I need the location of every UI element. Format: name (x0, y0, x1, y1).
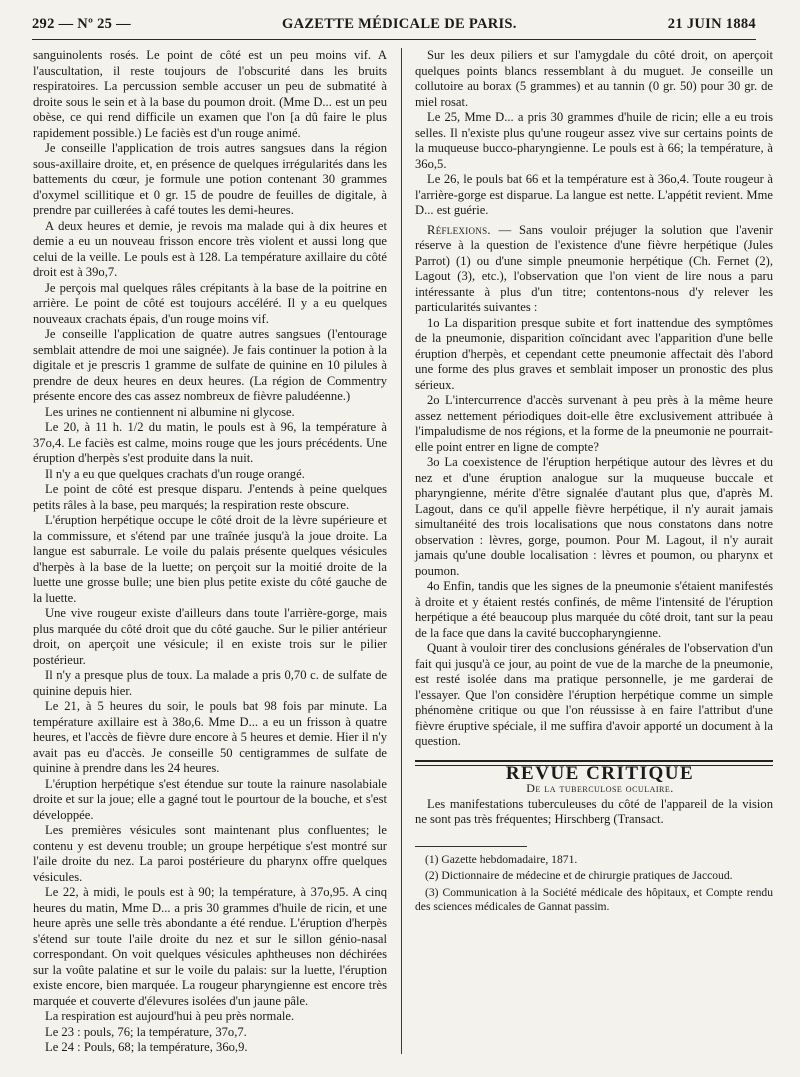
right-column (415, 48, 773, 917)
header-rule (32, 39, 756, 40)
column-divider (401, 48, 402, 1054)
footnote-rule (415, 846, 527, 847)
point-item: 1o La disparition presque subite et fort inattendue des symptômes de la pneumonie, disparition coïncidant avec l'apparition d'une belle éruption d'herpès, et cependant cette pneumonie affectait dès l'abord une forme des plus graves et semblait imposer un pronostic des plus sérieux. (415, 315, 773, 392)
paragraph: Le 26, le pouls bat 66 et la température est à 36o,4. Toute rougeur à l'arrière-gorge est disparue. La langue est nette. L'appétit revient. Mme D... est guérie. (415, 172, 773, 217)
journal-title: GAZETTE MÉDICALE DE PARIS. (281, 16, 517, 32)
paragraph: Une vive rougeur existe d'ailleurs dans toute l'arrière-gorge, mais plus marquée du côté droit que du côté gauche. Sur le pilier antérieur droit, on aperçoit une vésicule; il en existe trois sur le pilier postérieur. (33, 606, 387, 667)
paragraph: L'éruption herpétique s'est étendue sur toute la rainure nasolabiale droite et sur la joue; elle a gagné tout le pourtour de la bouche, et s'est développée. (33, 776, 387, 822)
paragraph: Le 21, à 5 heures du soir, le pouls bat 98 fois par minute. La température axillaire est à 38o,6. Mme D... a eu un frisson à quatre heures, et l'accès de fièvre dure encore à 5 heures et demie. Hier il n'y avait pas eu d'accès. Je conseille 50 centigrammes de sulfate de quinine à prendre dans les 24 heures. (33, 699, 387, 775)
paragraph: Les urines ne contiennent ni albumine ni glycose. (45, 404, 295, 419)
footnote: (2) Dictionnaire de médecine et de chirurgie pratiques de Jaccoud. (425, 869, 733, 882)
paragraph: sanguinolents rosés. Le point de côté est un peu moins vif. A l'auscultation, il reste toujours de l'obscurité dans les bruits respiratoires. La percussion semble accuser un peu de submatité à droite sous le sein et à la base du poumon droit. (Mme D... est un peu obèse, ce qui rend difficile un examen que l'on [a dû faire le plus rapidement possible.) Le faciès est d'un rouge animé. (33, 48, 387, 140)
issue-date: 21 JUIN 1884 (667, 16, 756, 32)
reflexions-text: — Sans vouloir préjuger la solution que l'avenir réserve à la question de l'existence d'une fièvre herpétique (Jules Parrot) (1) ou d'une simple pneumonie herpétique (Ch. Fernet (2), Lagout (3), etc.), l'observation que l'on vient de lire nous a paru intéressante à plus d'un titre; contentons-nous d'y relever les particularités suivantes : (415, 222, 773, 314)
paragraph: Je conseille l'application de trois autres sangsues dans la région sous-axillaire droite, et, en présence de quelques irrégularités dans les battements du cœur, je formule une potion contenant 30 grammes d'oxymel scillitique et 0 gr. 15 de poudre de feuilles de digitale, à prendre par cuillerées à café toutes les demi-heures. (33, 141, 387, 217)
paragraph: Le 24 : Pouls, 68; la température, 36o,9. (45, 1040, 248, 1054)
paragraph: Il n'y a eu que quelques crachats d'un rouge orangé. (45, 466, 305, 481)
section-subtitle: De la tuberculose oculaire. (526, 781, 674, 795)
paragraph: Sur les deux piliers et sur l'amygdale du côté droit, on aperçoit quelques points blancs ressemblant à du muguet. Je conseille un collutoire au borax (5 grammes) et au tannin (0 gr. 50) pour 30 gr. de miel rosat. (415, 48, 773, 109)
point-item: 2o L'intercurrence d'accès survenant à peu près à la même heure assez nettement périodiques doit-elle être exclusivement attribuée à l'impaludisme de nos régions, et la forme de la pneumonie ne pourrait-elle point entrer en ligne de compte? (415, 393, 773, 454)
point-item: 3o La coexistence de l'éruption herpétique autour des lèvres et du nez et d'une éruption analogue sur la muqueuse buccale et pharyngienne, mérite d'être signalée d'autant plus que, d'après M. Lagout, dans ce qu'il appelle fièvre herpétique, il n'y aurait jamais simultanéité des trois localisations que nous constatons dans notre observation : lèvres, gorge, poumon. Pour M. Lagout, il n'y aurait jamais qu'une double localisation : lèvres et poumon, ou pharynx et poumon. (415, 455, 773, 578)
footnotes (415, 853, 773, 915)
paragraph: Il n'y a presque plus de toux. La malade a pris 0,70 c. de sulfate de quinine depuis hier. (33, 668, 387, 698)
left-column (33, 48, 387, 1056)
section-intro: Les manifestations tuberculeuses du côté de l'appareil de la vision ne sont pas très fréquentes; Hirschberg (Transact. (415, 796, 773, 826)
paragraph: Les premières vésicules sont maintenant plus confluentes; le contenu y est devenu trouble; un groupe herpétique s'est montré sur l'aile droite du nez. La paroi postérieure du pharynx offre quelques vésicules. (33, 823, 387, 884)
paragraph: Le 23 : pouls, 76; la température, 37o,7. (45, 1024, 247, 1039)
paragraph: Le 22, à midi, le pouls est à 90; la température, à 37o,95. A cinq heures du matin, Mme D... a pris 30 grammes d'huile de ricin, et une heure après une selle très abondante a été rendue. L'éruption d'herpès s'étend sur toute l'aile droite du nez et sur le sillon génio-nasal correspondant. On voit quelques vésicules aphtheuses non déchirées sur la voûte palatine et sur le voile du palais: sur la luette, l'éruption existe encore, bien marquée. La rougeur pharyngienne est encore très marquée et couverte d'élevures isolées d'un jaune pâle. (33, 885, 387, 1008)
footnote: (1) Gazette hebdomadaire, 1871. (425, 852, 578, 866)
reflexions-label: Réflexions. (427, 222, 491, 237)
paragraph: La respiration est aujourd'hui à peu près normale. (45, 1009, 295, 1023)
paragraph: Je perçois mal quelques râles crépitants à la base de la poitrine en arrière. Le point de côté est toujours accéléré. Il y a eu quelques nouveaux crachats épais, d'un rouge moins vif. (33, 280, 387, 326)
paragraph: Je conseille l'application de quatre autres sangsues (l'entourage semblait attendre de moi une saignée). Je fais continuer la potion à la digitale et je prescris 1 gramme de sulfate de quinine en 10 pilules à prendre de deux heures en deux heures. (La région de Commentry présente encore des cas assez nombreux de fièvre paludéenne.) (33, 327, 387, 403)
page-number: 292 — Nº 25 — (32, 16, 131, 32)
paragraph: A deux heures et demie, je revois ma malade qui à dix heures et demie a eu un nouveau frisson encore très violent et aussi long que celui de la veille. Le pouls est à 128. La température axillaire du côté droit est à 39o,7. (33, 218, 387, 279)
running-head (32, 16, 756, 36)
footnote: (3) Communication à la Société médicale des hôpitaux, et Compte rendu des sciences médicales de Gannat passim. (415, 885, 773, 913)
point-item: 4o Enfin, tandis que les signes de la pneumonie s'étaient manifestés à droite et y étaient restés confinés, de même l'intensité de l'éruption herpétique a été beaucoup plus marquée du côté droit, tant sur la peau de la face que dans la cavité buccopharyngienne. (415, 579, 773, 640)
reflexions-paragraph (415, 223, 773, 316)
paragraph: Le 25, Mme D... a pris 30 grammes d'huile de ricin; elle a eu trois selles. Il n'existe plus qu'une rougeur assez vive sur certains points de la muqueuse bucco-pharyngienne. Le pouls est à 66; la température, à 36o,5. (415, 110, 773, 171)
paragraph: Le 20, à 11 h. 1/2 du matin, le pouls est à 96, la température à 37o,4. Le faciès est calme, moins rouge que les jours précédents. Une éruption d'herpès s'est produite dans la nuit. (33, 420, 387, 465)
paragraph: Le point de côté est presque disparu. J'entends à peine quelques petits râles à la base, peu marqués; la respiration reste obscure. (33, 482, 387, 512)
section-title: REVUE CRITIQUE (505, 762, 695, 784)
paragraph: L'éruption herpétique occupe le côté droit de la lèvre supérieure et la commissure, et s'étend par une traînée jusqu'à la joue droite. La langue est saburrale. Le voile du palais présente quelques vésicules d'herpès à la base de la luette; on perçoit sur la moitié droite de la luette une grosse bulle; une bien plus petite existe du côté gauche de la luette. (33, 513, 387, 605)
conclusion-paragraph: Quant à vouloir tirer des conclusions générales de l'observation d'un fait qui jusqu'à ce jour, au point de vue de la marche de la pneumonie, est resté isolée dans ma pratique personnelle, je me garderai de l'essayer. Que l'on considère l'éruption herpétique comme un simple phénomène critique ou que l'on réussisse à en faire l'attribut d'une fièvre éruptive spéciale, il me suffira d'avoir apporté un document à la question. (415, 641, 773, 748)
